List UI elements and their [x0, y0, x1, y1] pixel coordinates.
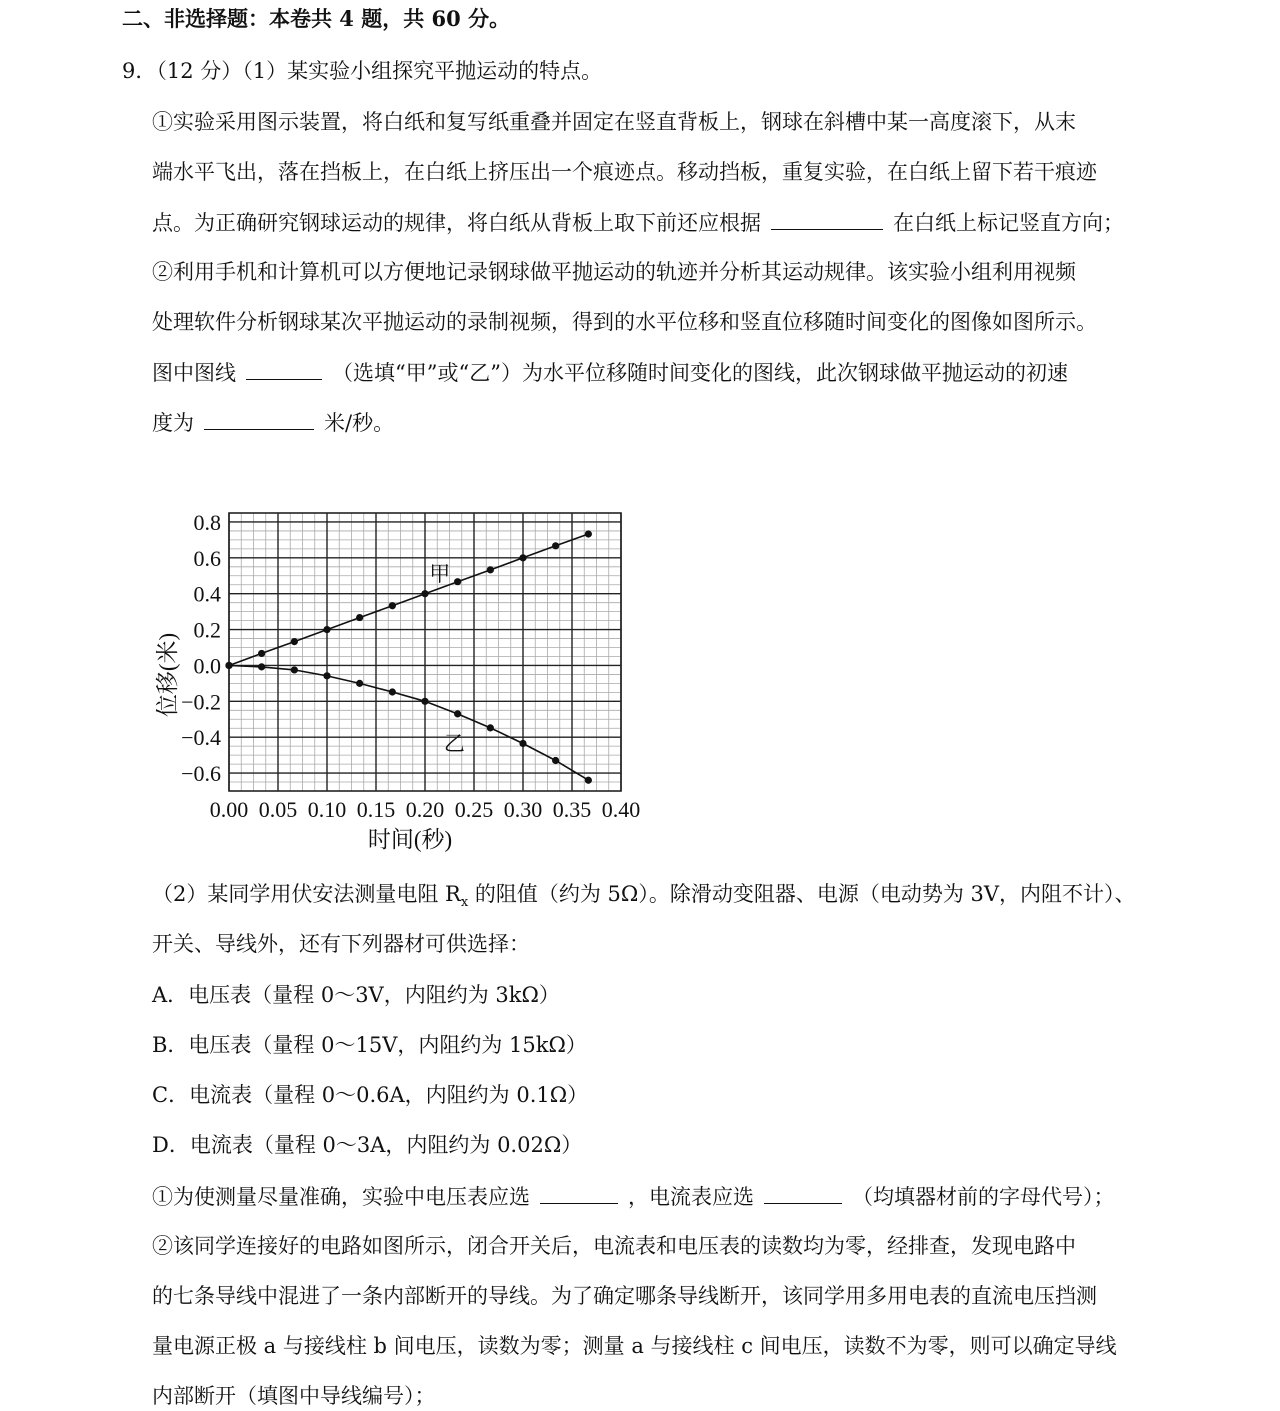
chart-major-grid	[229, 513, 621, 791]
subq1-text-c: （均填器材前的字母代号）；	[852, 1185, 1115, 1209]
q9-part2-subq2-line1: ②该同学连接好的电路如图所示，闭合开关后，电流表和电压表的读数均为零，经排查，发现电路中	[152, 1234, 1076, 1258]
data-point	[454, 710, 461, 717]
answer-blank-ammeter[interactable]	[764, 1181, 842, 1204]
subq1-text-a: ①为使测量尽量准确，实验中电压表应选	[152, 1185, 530, 1209]
q9-p2-line3-text-b: （选填“甲”或“乙”）为水平位移随时间变化的图线，此次钢球做平抛运动的初速	[332, 361, 1068, 385]
data-point	[291, 638, 298, 645]
x-tick-label: 0.00	[209, 797, 249, 822]
series-line-jia	[229, 534, 588, 666]
data-point	[323, 626, 330, 633]
x-tick-label: 0.30	[503, 797, 543, 822]
data-point	[421, 590, 428, 597]
chart-x-axis-label: 时间(秒)	[367, 827, 453, 852]
q9-p2-line2: 处理软件分析钢球某次平抛运动的录制视频，得到的水平位移和竖直位移随时间变化的图像如图所示。	[152, 310, 1097, 334]
option-d: D．电流表（量程 0～3A，内阻约为 0.02Ω）	[152, 1133, 583, 1157]
data-point	[323, 672, 330, 679]
x-tick-label: 0.05	[258, 797, 298, 822]
x-tick-label: 0.25	[454, 797, 494, 822]
q9-part2-intro-text-b: 的阻值（约为 5Ω）。除滑动变阻器、电源（电动势为 3V，内阻不计）、	[468, 882, 1136, 906]
q9-part2-subq1	[152, 1181, 1115, 1212]
rx-subscript: x	[460, 895, 469, 911]
answer-blank-graph-line[interactable]	[246, 357, 322, 380]
q9-p1-line3-text-a: 点。为正确研究钢球运动的规律，将白纸从背板上取下前还应根据	[152, 211, 761, 235]
q9-part2-subq2-line4: 内部断开（填图中导线编号）；	[152, 1384, 436, 1408]
q9-p1-line2: 端水平飞出，落在挡板上，在白纸上挤压出一个痕迹点。移动挡板，重复实验，在白纸上留下若干痕迹	[152, 160, 1097, 184]
section-header: 二、非选择题：本卷共 4 题，共 60 分。	[122, 6, 511, 31]
data-point	[519, 740, 526, 747]
data-point	[552, 757, 559, 764]
data-point	[585, 530, 592, 537]
x-tick-label: 0.15	[356, 797, 396, 822]
data-point	[225, 662, 232, 669]
q9-p2-line3	[152, 357, 1068, 388]
y-tick-label: 0.0	[193, 653, 221, 679]
chart-y-axis-label: 位移(米)	[155, 632, 180, 718]
data-point	[487, 566, 494, 573]
data-point	[258, 663, 265, 670]
option-a: A．电压表（量程 0～3V，内阻约为 3kΩ）	[152, 983, 560, 1007]
data-point	[487, 724, 494, 731]
q9-p2-line4-text-b: 米/秒。	[324, 411, 395, 435]
chart-y-ticks	[181, 510, 221, 786]
q9-p2-line4-text-a: 度为	[152, 411, 194, 435]
data-point	[585, 777, 592, 784]
q9-p1-line3	[152, 207, 1124, 238]
q9-part2-intro-text-a: （2）某同学用伏安法测量电阻 R	[152, 882, 461, 906]
option-b: B．电压表（量程 0～15V，内阻约为 15kΩ）	[152, 1033, 587, 1057]
option-c: C．电流表（量程 0～0.6A，内阻约为 0.1Ω）	[152, 1083, 589, 1107]
answer-blank-voltmeter[interactable]	[540, 1181, 618, 1204]
data-point	[552, 542, 559, 549]
x-tick-label: 0.20	[405, 797, 445, 822]
y-tick-label: −0.6	[181, 761, 221, 787]
y-tick-label: −0.4	[181, 725, 221, 751]
displacement-time-chart	[140, 495, 660, 875]
chart-x-ticks	[210, 797, 641, 822]
data-point	[519, 554, 526, 561]
data-point	[258, 650, 265, 657]
q9-part2-subq2-line2: 的七条导线中混进了一条内部断开的导线。为了确定哪条导线断开，该同学用多用电表的直流电压挡测	[152, 1284, 1097, 1308]
q9-part2-subq2-line3: 量电源正极 a 与接线柱 b 间电压，读数为零；测量 a 与接线柱 c 间电压，读数不为零，则可以确定导线	[152, 1334, 1117, 1358]
y-tick-label: 0.6	[193, 545, 221, 571]
q9-part2-intro-line2: 开关、导线外，还有下列器材可供选择：	[152, 932, 530, 956]
y-tick-label: −0.2	[181, 689, 221, 715]
data-point	[389, 688, 396, 695]
q9-p2-line4	[152, 407, 394, 438]
y-tick-label: 0.2	[193, 617, 221, 643]
data-point	[454, 578, 461, 585]
data-point	[421, 698, 428, 705]
subq1-text-b: ，电流表应选	[628, 1185, 754, 1209]
series-label-jia: 甲	[429, 562, 451, 587]
data-point	[389, 602, 396, 609]
x-tick-label: 0.10	[307, 797, 347, 822]
answer-blank-vertical[interactable]	[771, 207, 883, 230]
q9-p1-line3-text-b: 在白纸上标记竖直方向；	[893, 211, 1124, 235]
q9-p2-line1: ②利用手机和计算机可以方便地记录钢球做平抛运动的轨迹并分析其运动规律。该实验小组利用视频	[152, 260, 1076, 284]
series-label-yi: 乙	[443, 731, 465, 756]
data-point	[291, 666, 298, 673]
y-tick-label: 0.8	[193, 509, 221, 535]
q9-p1-line1: ①实验采用图示装置，将白纸和复写纸重叠并固定在竖直背板上，钢球在斜槽中某一高度滚下，从末	[152, 110, 1076, 134]
x-tick-label: 0.35	[552, 797, 592, 822]
q9-part2-intro-line1	[152, 879, 1136, 918]
data-point	[356, 680, 363, 687]
question-9-title: 9．（12 分）（1）某实验小组探究平抛运动的特点。	[122, 59, 603, 83]
q9-p2-line3-text-a: 图中图线	[152, 361, 236, 385]
y-tick-label: 0.4	[193, 581, 221, 607]
data-point	[356, 614, 363, 621]
answer-blank-initial-speed[interactable]	[204, 407, 314, 430]
x-tick-label: 0.40	[601, 797, 641, 822]
series-line-yi	[229, 666, 588, 781]
